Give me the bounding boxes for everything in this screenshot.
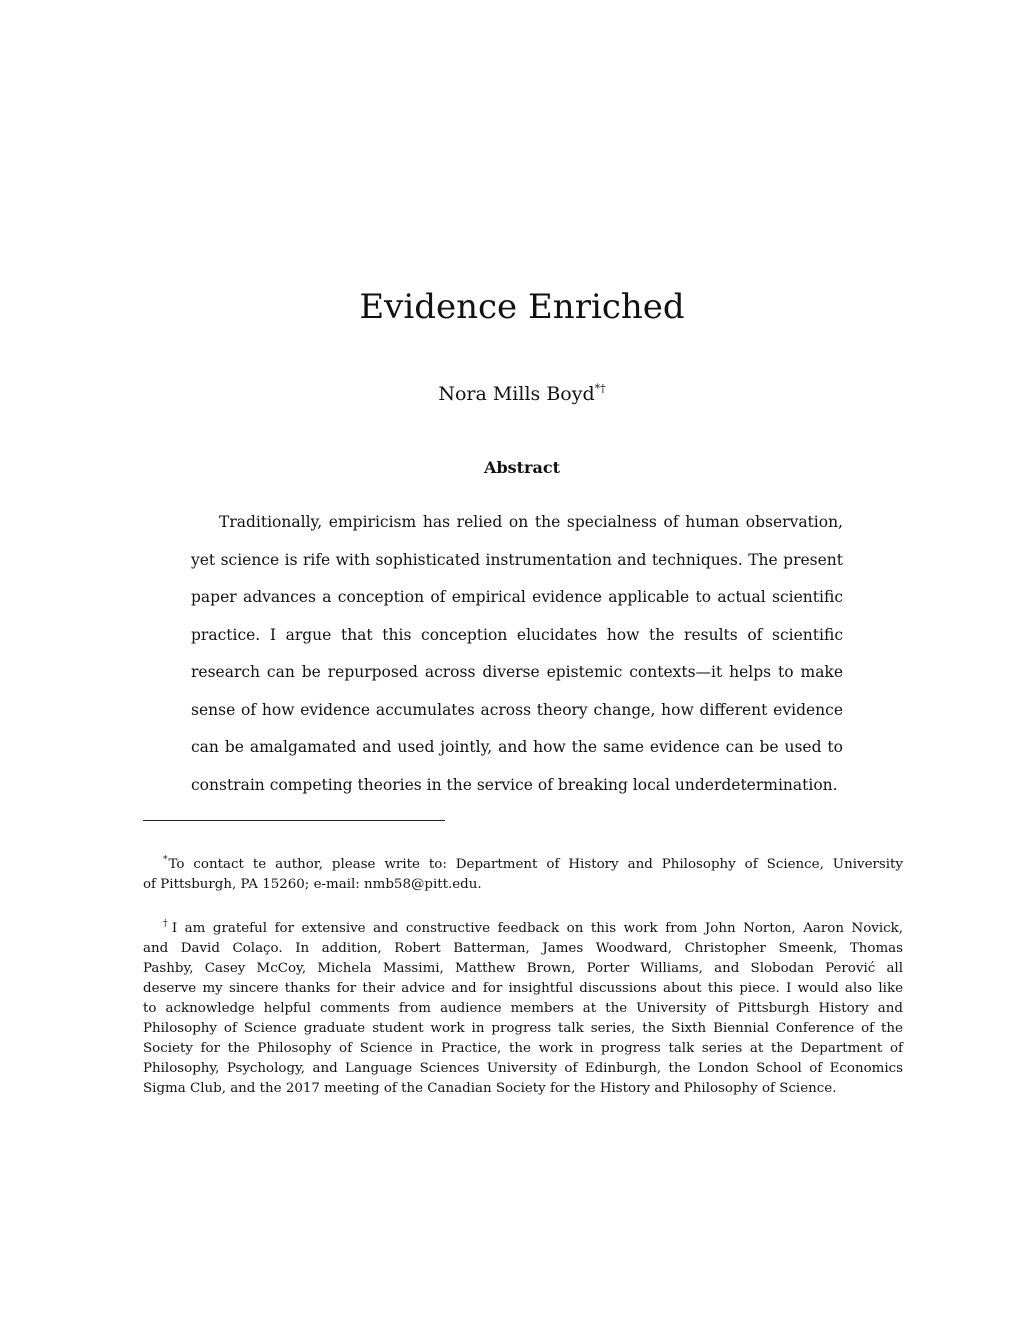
author-footnote-marks: *† xyxy=(594,382,606,395)
footnote-line: Pashby, Casey McCoy, Michela Massimi, Matthew Brown, Porter Williams, and Slobodan Perović all xyxy=(143,961,903,976)
footnote-text: To contact te author, please write to: Department of History and Philosophy of Science, University xyxy=(168,857,903,872)
footnote-mark: * xyxy=(163,855,168,865)
abstract-line: Traditionally, empiricism has relied on the specialness of human observation, xyxy=(219,513,843,531)
footnote-line: of Pittsburgh, PA 15260; e-mail: nmb58@pitt.edu. xyxy=(143,877,482,892)
footnote-line: and David Colaço. In addition, Robert Batterman, James Woodward, Christopher Smeenk, Thomas xyxy=(143,941,903,956)
footnote-line: Society for the Philosophy of Science in Practice, the work in progress talk series at the Department of xyxy=(143,1041,903,1056)
abstract-body xyxy=(191,504,843,804)
footnote-line: Philosophy of Science graduate student work in progress talk series, the Sixth Biennial Conference of the xyxy=(143,1021,903,1036)
footnote-mark: † xyxy=(163,919,171,929)
footnote-line xyxy=(143,850,903,875)
author-name: Nora Mills Boyd xyxy=(438,383,595,405)
footnote-line: to acknowledge helpful comments from audience members at the University of Pittsburgh History and xyxy=(143,1001,903,1016)
footnote-separator xyxy=(143,820,445,821)
abstract-line: can be amalgamated and used jointly, and how the same evidence can be used to xyxy=(191,738,843,756)
footnote-line: Philosophy, Psychology, and Language Sciences University of Edinburgh, the London School of Economics xyxy=(143,1061,903,1076)
abstract-line: research can be repurposed across diverse epistemic contexts—it helps to make xyxy=(191,663,843,681)
abstract-line: practice. I argue that this conception elucidates how the results of scientific xyxy=(191,625,843,644)
paper-title: Evidence Enriched xyxy=(359,287,685,327)
footnote-line xyxy=(143,914,903,939)
abstract-line: yet science is rife with sophisticated instrumentation and techniques. The present xyxy=(191,550,843,569)
author-line xyxy=(0,375,1020,408)
footnote-acknowledgments xyxy=(143,914,903,1099)
abstract-line: constrain competing theories in the service of breaking local underdetermination. xyxy=(191,775,838,794)
abstract-line: sense of how evidence accumulates across theory change, how different evidence xyxy=(191,700,843,719)
abstract-heading: Abstract xyxy=(484,458,560,477)
footnote-text: I am grateful for extensive and constructive feedback on this work from John Norton, Aaron Novick, xyxy=(171,921,903,936)
footnote-contact xyxy=(143,850,903,895)
abstract-line: paper advances a conception of empirical evidence applicable to actual scientific xyxy=(191,588,843,606)
footnote-line: deserve my sincere thanks for their advice and for insightful discussions about this piece. I would also like xyxy=(143,981,903,996)
footnote-line: Sigma Club, and the 2017 meeting of the Canadian Society for the History and Philosophy of Science. xyxy=(143,1081,837,1096)
